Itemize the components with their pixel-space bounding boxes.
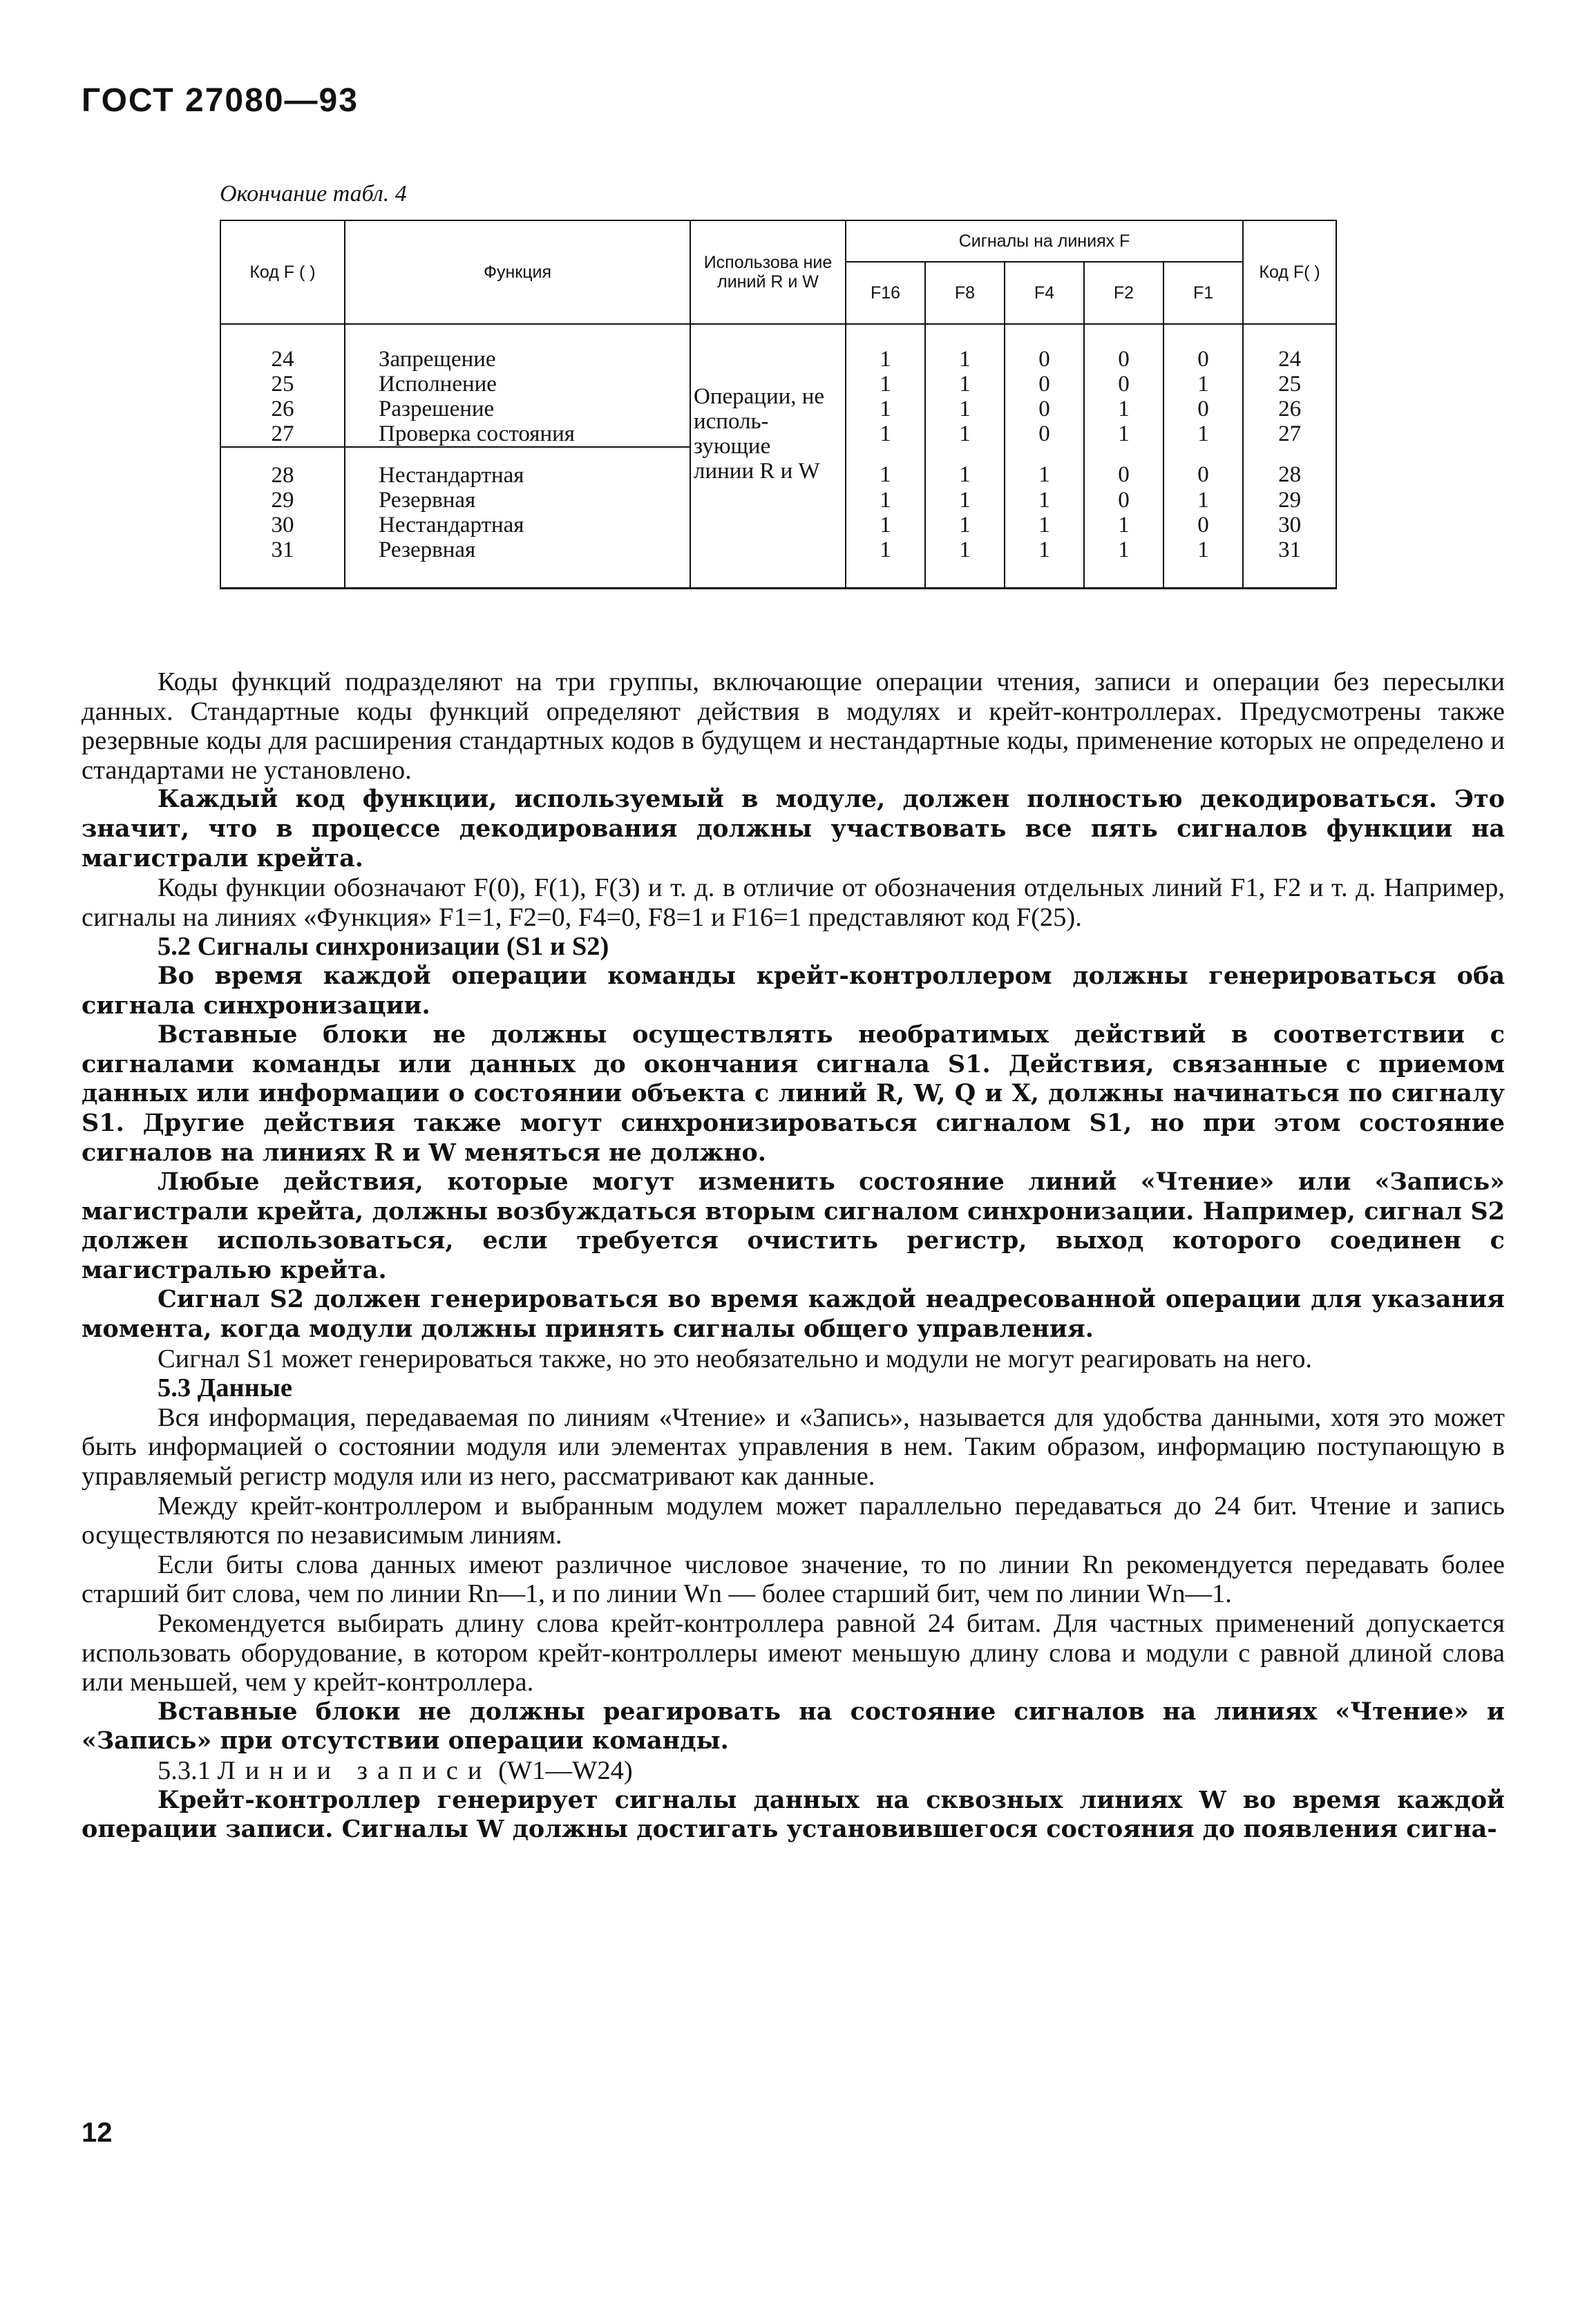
f1-cell: 0: [1163, 347, 1243, 372]
function-cell: Исполнение: [345, 372, 690, 397]
f4-cell: 0: [1005, 347, 1084, 372]
col-header-f4: F4: [1005, 262, 1084, 324]
f16-cell: 1: [846, 513, 925, 537]
f4-cell: 1: [1005, 537, 1084, 562]
col-header-signals: Сигналы на линиях F: [846, 220, 1243, 262]
paragraph-bold: Каждый код функции, используемый в модуле, должен полностью декодироваться. Это значит, что в процессе декодирования должны участвовать все пять сигналов функции на магистрали крейта.: [82, 785, 1505, 873]
f16-cell: 1: [846, 372, 925, 397]
f1-cell: 1: [1163, 372, 1243, 397]
f1-cell: 1: [1163, 421, 1243, 447]
f8-cell: 1: [925, 347, 1005, 372]
paragraph-bold: Вставные блоки не должны реагировать на состояние сигналов на линиях «Чтение» и «Запись» при отсутствии операции команды.: [82, 1697, 1505, 1755]
f16-cell: 1: [846, 397, 925, 421]
section-heading-5-2: 5.2 Сигналы синхронизации (S1 и S2): [158, 932, 609, 962]
code-right-cell: 30: [1243, 513, 1336, 537]
f8-cell: 1: [925, 447, 1005, 488]
code-cell: 25: [220, 372, 345, 397]
body-text: [82, 667, 1505, 1845]
paragraph-bold: Сигнал S2 должен генерироваться во время каждой неадресованной операции для указания момента, когда модули должны принять сигналы общего управления.: [82, 1285, 1505, 1344]
col-header-function: Функция: [345, 220, 690, 324]
section-range: (W1—W24): [498, 1755, 633, 1785]
f4-cell: 0: [1005, 421, 1084, 447]
f2-cell: 0: [1084, 372, 1163, 397]
code-cell: 29: [220, 488, 345, 513]
f1-cell: 1: [1163, 537, 1243, 562]
f2-cell: 0: [1084, 447, 1163, 488]
f1-cell: 1: [1163, 488, 1243, 513]
function-cell: Резервная: [345, 488, 690, 513]
col-header-f2: F2: [1084, 262, 1163, 324]
paragraph: Вся информация, передаваемая по линиям «Чтение» и «Запись», называется для удобства данными, хотя это может быть информацией о состоянии модуля или элементах управления в нем. Таким образом, информацию поступающую в управляемый регистр модуля или из него, рассматривают как данные.: [82, 1402, 1505, 1492]
section-heading-5-3-1: [82, 1756, 1505, 1786]
page-number: 12: [82, 2117, 113, 2148]
f4-cell: 1: [1005, 488, 1084, 513]
paragraph-bold: Вставные блоки не должны осуществлять необратимых действий в соответствии с сигналами команды или данных до окончания сигнала S1. Действия, связанные с приемом данных или информации о состоянии объекта с линий R, W, Q и X, должны начинаться по сигналу S1. Другие действия также могут синхронизироваться сигналом S1, но при этом состояние сигналов на линиях R и W меняться не должно.: [82, 1020, 1505, 1167]
function-codes-table: [220, 220, 1337, 589]
f8-cell: 1: [925, 488, 1005, 513]
col-header-code-right: Код F( ): [1243, 220, 1336, 324]
code-right-cell: 31: [1243, 537, 1336, 562]
f2-cell: 1: [1084, 537, 1163, 562]
f8-cell: 1: [925, 372, 1005, 397]
f4-cell: 1: [1005, 513, 1084, 537]
f8-cell: 1: [925, 537, 1005, 562]
col-header-f1: F1: [1163, 262, 1243, 324]
paragraph: Рекомендуется выбирать длину слова крейт-контроллера равной 24 битам. Для частных применений допускается использовать оборудование, в котором крейт-контроллеры имеют меньшую длину слова и модули с равной длиной слова или меньшей, чем у крейт-контроллера.: [82, 1609, 1505, 1697]
table-caption: Окончание табл. 4: [220, 181, 407, 207]
col-header-f16: F16: [846, 262, 925, 324]
f2-cell: 0: [1084, 347, 1163, 372]
document-header: ГОСТ 27080—93: [82, 82, 359, 119]
paragraph-bold: Во время каждой операции команды крейт-контроллером должны генерироваться оба сигнала синхронизации.: [82, 961, 1505, 1020]
f2-cell: 1: [1084, 421, 1163, 447]
f16-cell: 1: [846, 488, 925, 513]
function-cell: Запрещение: [345, 347, 690, 372]
paragraph-bold: Любые действия, которые могут изменить состояние линий «Чтение» или «Запись» магистрали крейта, должны возбуждаться вторым сигналом синхронизации. Например, сигнал S2 должен использоваться, если требуется очистить регистр, выход которого соединен с магистралью крейта.: [82, 1168, 1505, 1284]
f16-cell: 1: [846, 447, 925, 488]
paragraph: Если биты слова данных имеют различное числовое значение, то по линии Rn рекомендуется передавать более старший бит слова, чем по линии Rn—1, и по линии Wn — более старший бит, чем по линии Wn—1.: [82, 1550, 1505, 1609]
function-cell: Проверка состояния: [345, 421, 690, 447]
code-right-cell: 24: [1243, 347, 1336, 372]
section-title-spaced: Линии записи: [217, 1755, 492, 1785]
section-heading-5-3: 5.3 Данные: [158, 1373, 293, 1403]
function-cell: Резервная: [345, 537, 690, 562]
code-right-cell: 27: [1243, 421, 1336, 447]
code-cell: 26: [220, 397, 345, 421]
f16-cell: 1: [846, 421, 925, 447]
code-right-cell: 26: [1243, 397, 1336, 421]
f1-cell: 0: [1163, 447, 1243, 488]
code-cell: 28: [220, 447, 345, 488]
f4-cell: 0: [1005, 397, 1084, 421]
f1-cell: 0: [1163, 397, 1243, 421]
f16-cell: 1: [846, 347, 925, 372]
col-header-code: Код F ( ): [220, 220, 345, 324]
code-right-cell: 25: [1243, 372, 1336, 397]
section-number: 5.3.1: [158, 1755, 211, 1785]
f16-cell: 1: [846, 537, 925, 562]
usage-note: Операции, не исполь- зующие линии R и W: [690, 347, 846, 562]
paragraph: Сигнал S1 может генерироваться также, но это необязательно и модули не могут реагировать на него.: [158, 1344, 1312, 1373]
code-cell: 24: [220, 347, 345, 372]
table-row: [220, 347, 1336, 372]
f2-cell: 0: [1084, 488, 1163, 513]
col-header-usage: Использова ние линий R и W: [690, 220, 846, 324]
code-cell: 30: [220, 513, 345, 537]
f8-cell: 1: [925, 397, 1005, 421]
f4-cell: 0: [1005, 372, 1084, 397]
paragraph: Между крейт-контроллером и выбранным модулем может параллельно передаваться до 24 бит. Чтение и запись осуществляются по независимым линиям.: [82, 1491, 1505, 1550]
code-cell: 31: [220, 537, 345, 562]
f1-cell: 0: [1163, 513, 1243, 537]
f4-cell: 1: [1005, 447, 1084, 488]
paragraph-bold: Крейт-контроллер генерирует сигналы данных на сквозных линиях W во время каждой операции записи. Сигналы W должны достигать установившегося состояния до появления сигна-: [82, 1785, 1505, 1844]
f8-cell: 1: [925, 513, 1005, 537]
paragraph: Коды функций подразделяют на три группы, включающие операции чтения, записи и операции без пересылки данных. Стандартные коды функций определяют действия в модулях и крейт-контроллерах. Предусмотрены также резервные коды для расширения стандартных кодов в будущем и нестандартные коды, применение которых не определено и стандартами не установлено.: [82, 667, 1505, 785]
f2-cell: 1: [1084, 397, 1163, 421]
function-cell: Нестандартная: [345, 513, 690, 537]
paragraph: Коды функции обозначают F(0), F(1), F(3) и т. д. в отличие от обозначения отдельных линий F1, F2 и т. д. Например, сигналы на линиях «Функция» F1=1, F2=0, F4=0, F8=1 и F16=1 представляют код F(25).: [82, 873, 1505, 932]
f8-cell: 1: [925, 421, 1005, 447]
code-cell: 27: [220, 421, 345, 447]
function-cell: Нестандартная: [345, 447, 690, 488]
col-header-f8: F8: [925, 262, 1005, 324]
f2-cell: 1: [1084, 513, 1163, 537]
code-right-cell: 28: [1243, 447, 1336, 488]
function-cell: Разрешение: [345, 397, 690, 421]
code-right-cell: 29: [1243, 488, 1336, 513]
